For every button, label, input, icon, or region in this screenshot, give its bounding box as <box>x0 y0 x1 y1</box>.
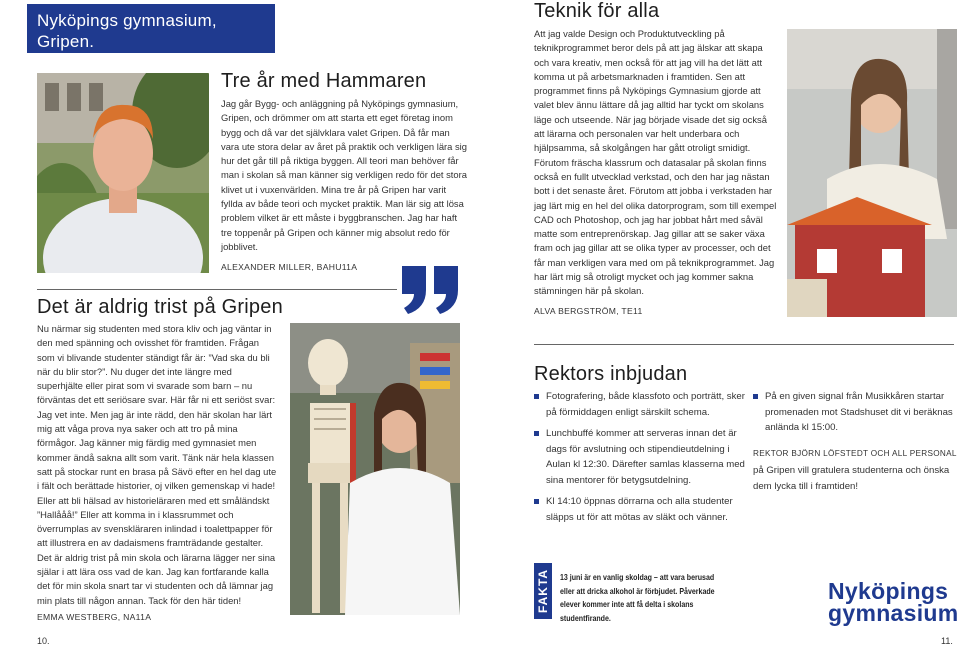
logo-line-1: Nyköpings <box>828 578 949 604</box>
bullet-square-icon <box>534 431 539 436</box>
divider-right <box>534 344 954 345</box>
rektor-bullet: På en given signal från Musikkåren startar promenaden mot Stadshuset dit vi beräknas anlända kl 15:00. <box>753 389 958 436</box>
school-title: Nyköpings gymnasium, Gripen. <box>37 11 217 51</box>
bullet-square-icon <box>753 394 758 399</box>
rektor-title: Rektors inbjudan <box>534 363 688 385</box>
bullet-square-icon <box>534 394 539 399</box>
closing-quote-icon <box>400 266 462 314</box>
article-trist-body: Nu närmar sig studenten med stora kliv och jag väntar in den med spänning och ovisshet för framtiden. Frågan som vi blivande studenter ständigt får är: ”Vad ska du bli när du blir stor?”. Nu duger det inte längre med superhjälte eller pirat som vi svarade som barn – nu förväntas det ett seriösare svar. Här får ni ett seriöst svar: Jag vet inte. Men jag är inte rädd, den här skolan har lärt mig att våga prova nya saker och att tro på mina förmågor. Jag känner mig färdig med gymnasiet men kommer ändå sakna allt som varit. Tänk när hela klassen satt på stockar runt en brasa på Sävö efter en hel dag ute i fält och berättade historier, oj vilken gemenskap vi hade! Eller att bli hälsad av historieläraren med ett småländskt ”Hallååå!” Eller att komma in i klassrummet och överrumplas av svenskläraren inlindad i toalettpapper för att illustrera en av dadaismens framträdande gestalter. Det är aldrig trist på min skola och lärarna lägger ner sina själar i att lära oss vad de kan. Jag kan fortfarande kalla det för min skola snart tar vi studenten och då lämnar jag min plats till någon annan. Tack för den här tiden! <box>37 323 277 606</box>
rektor-bullet: Fotografering, både klassfoto och porträtt, sker på förmiddagen enligt särskilt schema. <box>534 389 746 420</box>
page-number-left: 10. <box>37 636 50 646</box>
article-hammaren-body: Jag går Bygg- och anläggning på Nyköpings gymnasium, Gripen, och drömmer om att starta ett eget företag inom bygg och då var det självklara valet Gripen. Då får man vara ute stora delar av året på praktik och verkligen lära sig hur det går till på riktiga byggen. All teori man behöver får man i skolan så man känner sig verkligen redo för det stora klivet ut i vuxenvärlden. Mina tre år på Gripen har varit fyllda av både teori och mycket praktik. Man lär sig att lösa problem vilket är ett måste i byggbranschen. Jag har haft tre toppenår på Gripen och känner mig absolut redo för jobblivet. <box>221 98 467 252</box>
rektor-greeting: på Gripen vill gratulera studenterna och önska dem lycka till i framtiden! <box>753 465 950 492</box>
rektor-bullets-left <box>534 389 746 531</box>
photo-alva <box>787 29 957 317</box>
rektor-bullet: Lunchbuffé kommer att serveras innan det är dags för avslutning och stipendieutdelning i Aulan kl 12:30. Därefter samlas klasserna med sina mentorer för betygsutdelning. <box>534 426 746 488</box>
article-hammaren-title: Tre år med Hammaren <box>221 70 427 92</box>
article-hammaren-byline: ALEXANDER MILLER, BAHU11A <box>221 262 358 272</box>
photo-alexander <box>37 73 209 273</box>
fakta-label: FAKTA <box>534 563 552 619</box>
photo-emma <box>290 323 460 615</box>
page-number-right: 11. <box>941 636 953 646</box>
school-header-box <box>27 4 275 53</box>
rektor-bullets-right <box>753 389 958 442</box>
article-trist-title: Det är aldrig trist på Gripen <box>37 296 283 318</box>
article-teknik-body: Att jag valde Design och Produktutveckling på teknikprogrammet beror dels på att jag älskar att skapa och vara kreativ, men också för att jag vill ha det lätt att komma ut på arbetsmarknaden i framtiden. Sen att programmet finns på Nyköpings Gymnasium gjorde att valet blev ännu lättare då jag alltid har tyckt om skolans läge och utseende. När jag började visade det sig också att lärarna och personalen var helt underbara och hjälpsamma, så skolgången har gått otroligt smidigt. Förutom fräscha klassrum och datasalar på skolan finns också en fullt utvecklad verkstad, och den har jag nästan bott i det senaste året. Förutom att jobba i verkstaden har jag lärt mig en hel del olika datorprogram, som till exempel CAD och Photoshop, och jag har jobbat hårt med såväl matte som entreprenörskap. Jag gillar att se saker växa fram och jag gillar att se olika typer av processer, och det får man verkligen vara med om på teknikprogrammet. Jag har lärt mig så otroligt mycket och jag kommer sakna stämningen här på skolan. <box>534 28 777 297</box>
school-logo <box>828 580 958 624</box>
logo-line-2: gymnasium <box>828 600 959 626</box>
rektor-bullet: Kl 14:10 öppnas dörrarna och alla studenter släpps ut för att mötas av släkt och vänner. <box>534 494 746 525</box>
article-trist-byline: EMMA WESTBERG, NA11A <box>37 612 152 622</box>
article-teknik-byline: ALVA BERGSTRÖM, TE11 <box>534 306 643 316</box>
rektor-signature: REKTOR BJÖRN LÖFSTEDT OCH ALL PERSONAL <box>753 449 957 458</box>
bullet-square-icon <box>534 499 539 504</box>
fakta-text: 13 juni är en vanlig skoldag – att vara berusad eller att dricka alkohol är förbjudet. Påverkade elever kommer inte att få delta i skolans studentfirande. <box>560 573 715 623</box>
article-teknik-title: Teknik för alla <box>534 0 660 22</box>
divider-left <box>37 289 397 290</box>
